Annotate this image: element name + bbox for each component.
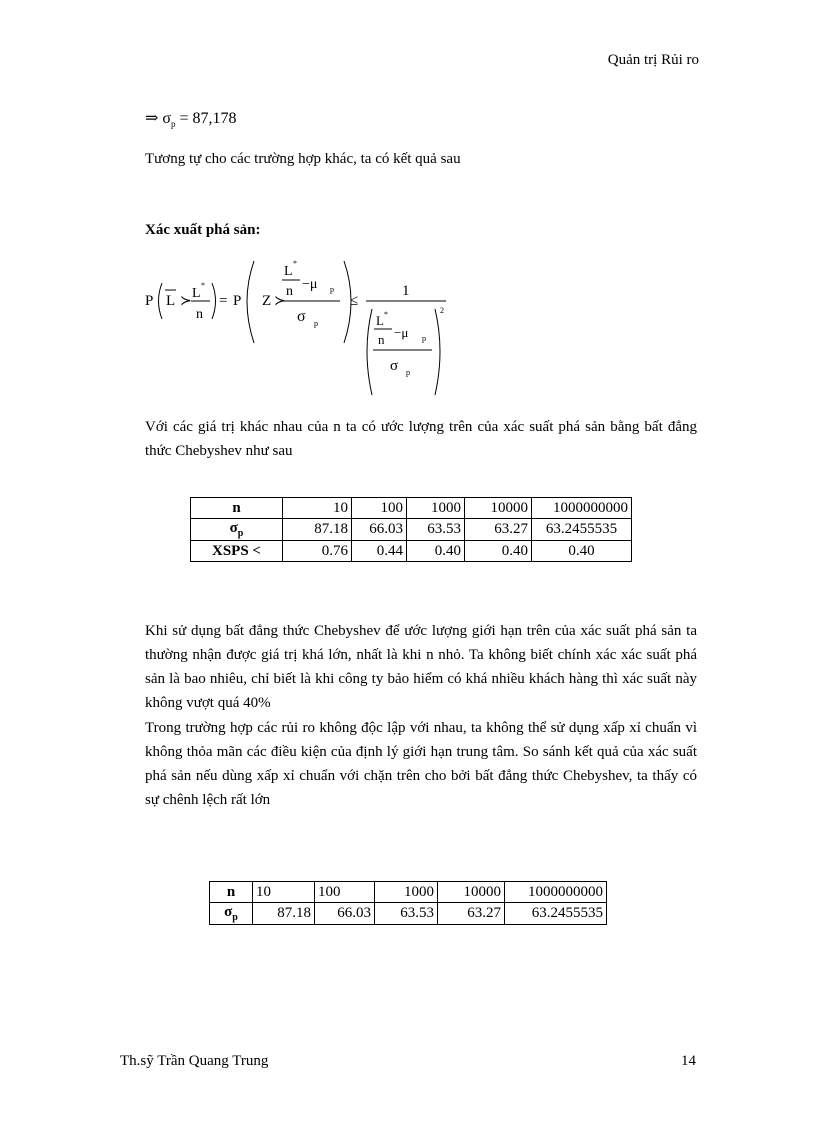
table-cell: 100	[315, 882, 375, 903]
sigma-symbol: σ	[162, 110, 172, 127]
formula-sub-p2: p	[314, 319, 318, 328]
formula-minus-mu2: −μ	[394, 325, 409, 340]
formula-n3: n	[378, 332, 385, 347]
page-header: Quản trị Rủi ro	[607, 52, 699, 68]
chebyshev-paragraph: Với các giá trị khác nhau của n ta có ước lượng trên của xác suất phá sản bằng bất đẳng thức Chebyshev như sau	[145, 419, 697, 459]
table-cell: 0.40	[407, 541, 465, 562]
table-cell: 66.03	[315, 903, 375, 925]
section-title: Xác xuất phá sản:	[145, 222, 261, 238]
row-label-xsps: XSPS <	[191, 541, 283, 562]
sigma-table	[209, 881, 607, 925]
formula-sub-p1: p	[330, 285, 334, 294]
table-cell: 63.27	[465, 519, 532, 541]
table-cell: 63.53	[407, 519, 465, 541]
table-cell: 1000	[407, 498, 465, 519]
row-label-sigma: $\sigma_p$	[191, 519, 283, 541]
table-cell: 63.2455535	[505, 903, 607, 925]
formula-P1: P	[145, 293, 154, 309]
upper-bound-paragraph: Khi sử dụng bất đẳng thức Chebyshev để ước lượng giới hạn trên của xác suất phá sản ta thường nhận được giá trị khá lớn, nhất là khi n nhỏ. Ta không biết chính xác xác suất phá sản là bao nhiêu, chỉ biết là khi công ty bảo hiểm có khá nhiều khách hàng thì xác suất này không vượt quá 40%	[145, 623, 697, 711]
table-cell: 0.40	[465, 541, 532, 562]
row-label-n: n	[210, 882, 253, 903]
formula-square: 2	[440, 306, 444, 315]
table-cell: 63.53	[375, 903, 438, 925]
dependent-risk-paragraph: Trong trường hợp các rủi ro không độc lập với nhau, ta không thể sử dụng xấp xỉ chuẩn vì không thỏa mãn các điều kiện của định lý giới hạn trung tâm. So sánh kết quả của xác suất phá sản nếu dùng xấp xỉ chuẩn với chặn trên cho bởi bất đẳng thức Chebyshev, ta thấy có sự chênh lệch rất lớn	[145, 720, 697, 808]
formula-Z: Z	[262, 293, 272, 309]
formula-leq: ≤	[350, 293, 359, 309]
formula-eq: =	[219, 293, 228, 309]
footer-author: Th.sỹ Trần Quang Trung	[120, 1053, 269, 1069]
table-cell: 10	[253, 882, 315, 903]
table-cell: 0.44	[352, 541, 407, 562]
table-cell: 63.2455535	[532, 519, 632, 541]
formula-L-star2: L	[284, 264, 293, 279]
sigma-result	[145, 108, 237, 129]
table-cell: 87.18	[253, 903, 315, 925]
formula-minus-mu1: −μ	[302, 277, 318, 292]
formula-one: 1	[402, 283, 410, 299]
formula-sigma1: σ	[297, 308, 306, 325]
formula-star3: *	[384, 310, 388, 319]
row-label-sigma: $\sigma_p$	[210, 903, 253, 925]
implies-symbol: ⇒	[145, 110, 159, 127]
sigma-value: = 87,178	[179, 110, 237, 127]
formula-n2: n	[286, 284, 293, 299]
formula-sub-p4: p	[406, 368, 410, 377]
formula-L-star1: L	[192, 286, 201, 301]
table-cell: 0.76	[283, 541, 352, 562]
formula-L-bar: L	[166, 293, 176, 309]
table-cell: 100	[352, 498, 407, 519]
formula-succ2: ≻	[274, 294, 286, 309]
table-cell: 10	[283, 498, 352, 519]
table-cell: 1000000000	[532, 498, 632, 519]
table-row	[191, 519, 632, 541]
sigma-subscript: p	[171, 119, 176, 130]
table-cell: 10000	[465, 498, 532, 519]
table-row	[210, 903, 607, 925]
formula-sigma2: σ	[390, 358, 399, 374]
formula-P2: P	[233, 293, 242, 309]
formula-sub-p3: p	[422, 334, 426, 343]
intro-paragraph: Tương tự cho các trường hợp khác, ta có kết quả sau	[145, 151, 461, 167]
table-cell: 1000	[375, 882, 438, 903]
row-label-n: n	[191, 498, 283, 519]
table-row	[191, 541, 632, 562]
table-cell: 0.40	[532, 541, 632, 562]
page-number: 14	[681, 1053, 696, 1069]
table-row	[191, 498, 632, 519]
table-cell: 87.18	[283, 519, 352, 541]
ruin-probability-formula	[140, 255, 460, 405]
formula-star1: *	[201, 281, 205, 290]
formula-star2: *	[293, 259, 297, 268]
formula-L-star3: L	[376, 313, 384, 328]
table-cell: 1000000000	[505, 882, 607, 903]
chebyshev-table	[190, 497, 632, 562]
table-row	[210, 882, 607, 903]
table-cell: 66.03	[352, 519, 407, 541]
table-cell: 63.27	[438, 903, 505, 925]
formula-n1: n	[196, 307, 203, 322]
table-cell: 10000	[438, 882, 505, 903]
formula-succ1: ≻	[180, 294, 192, 309]
